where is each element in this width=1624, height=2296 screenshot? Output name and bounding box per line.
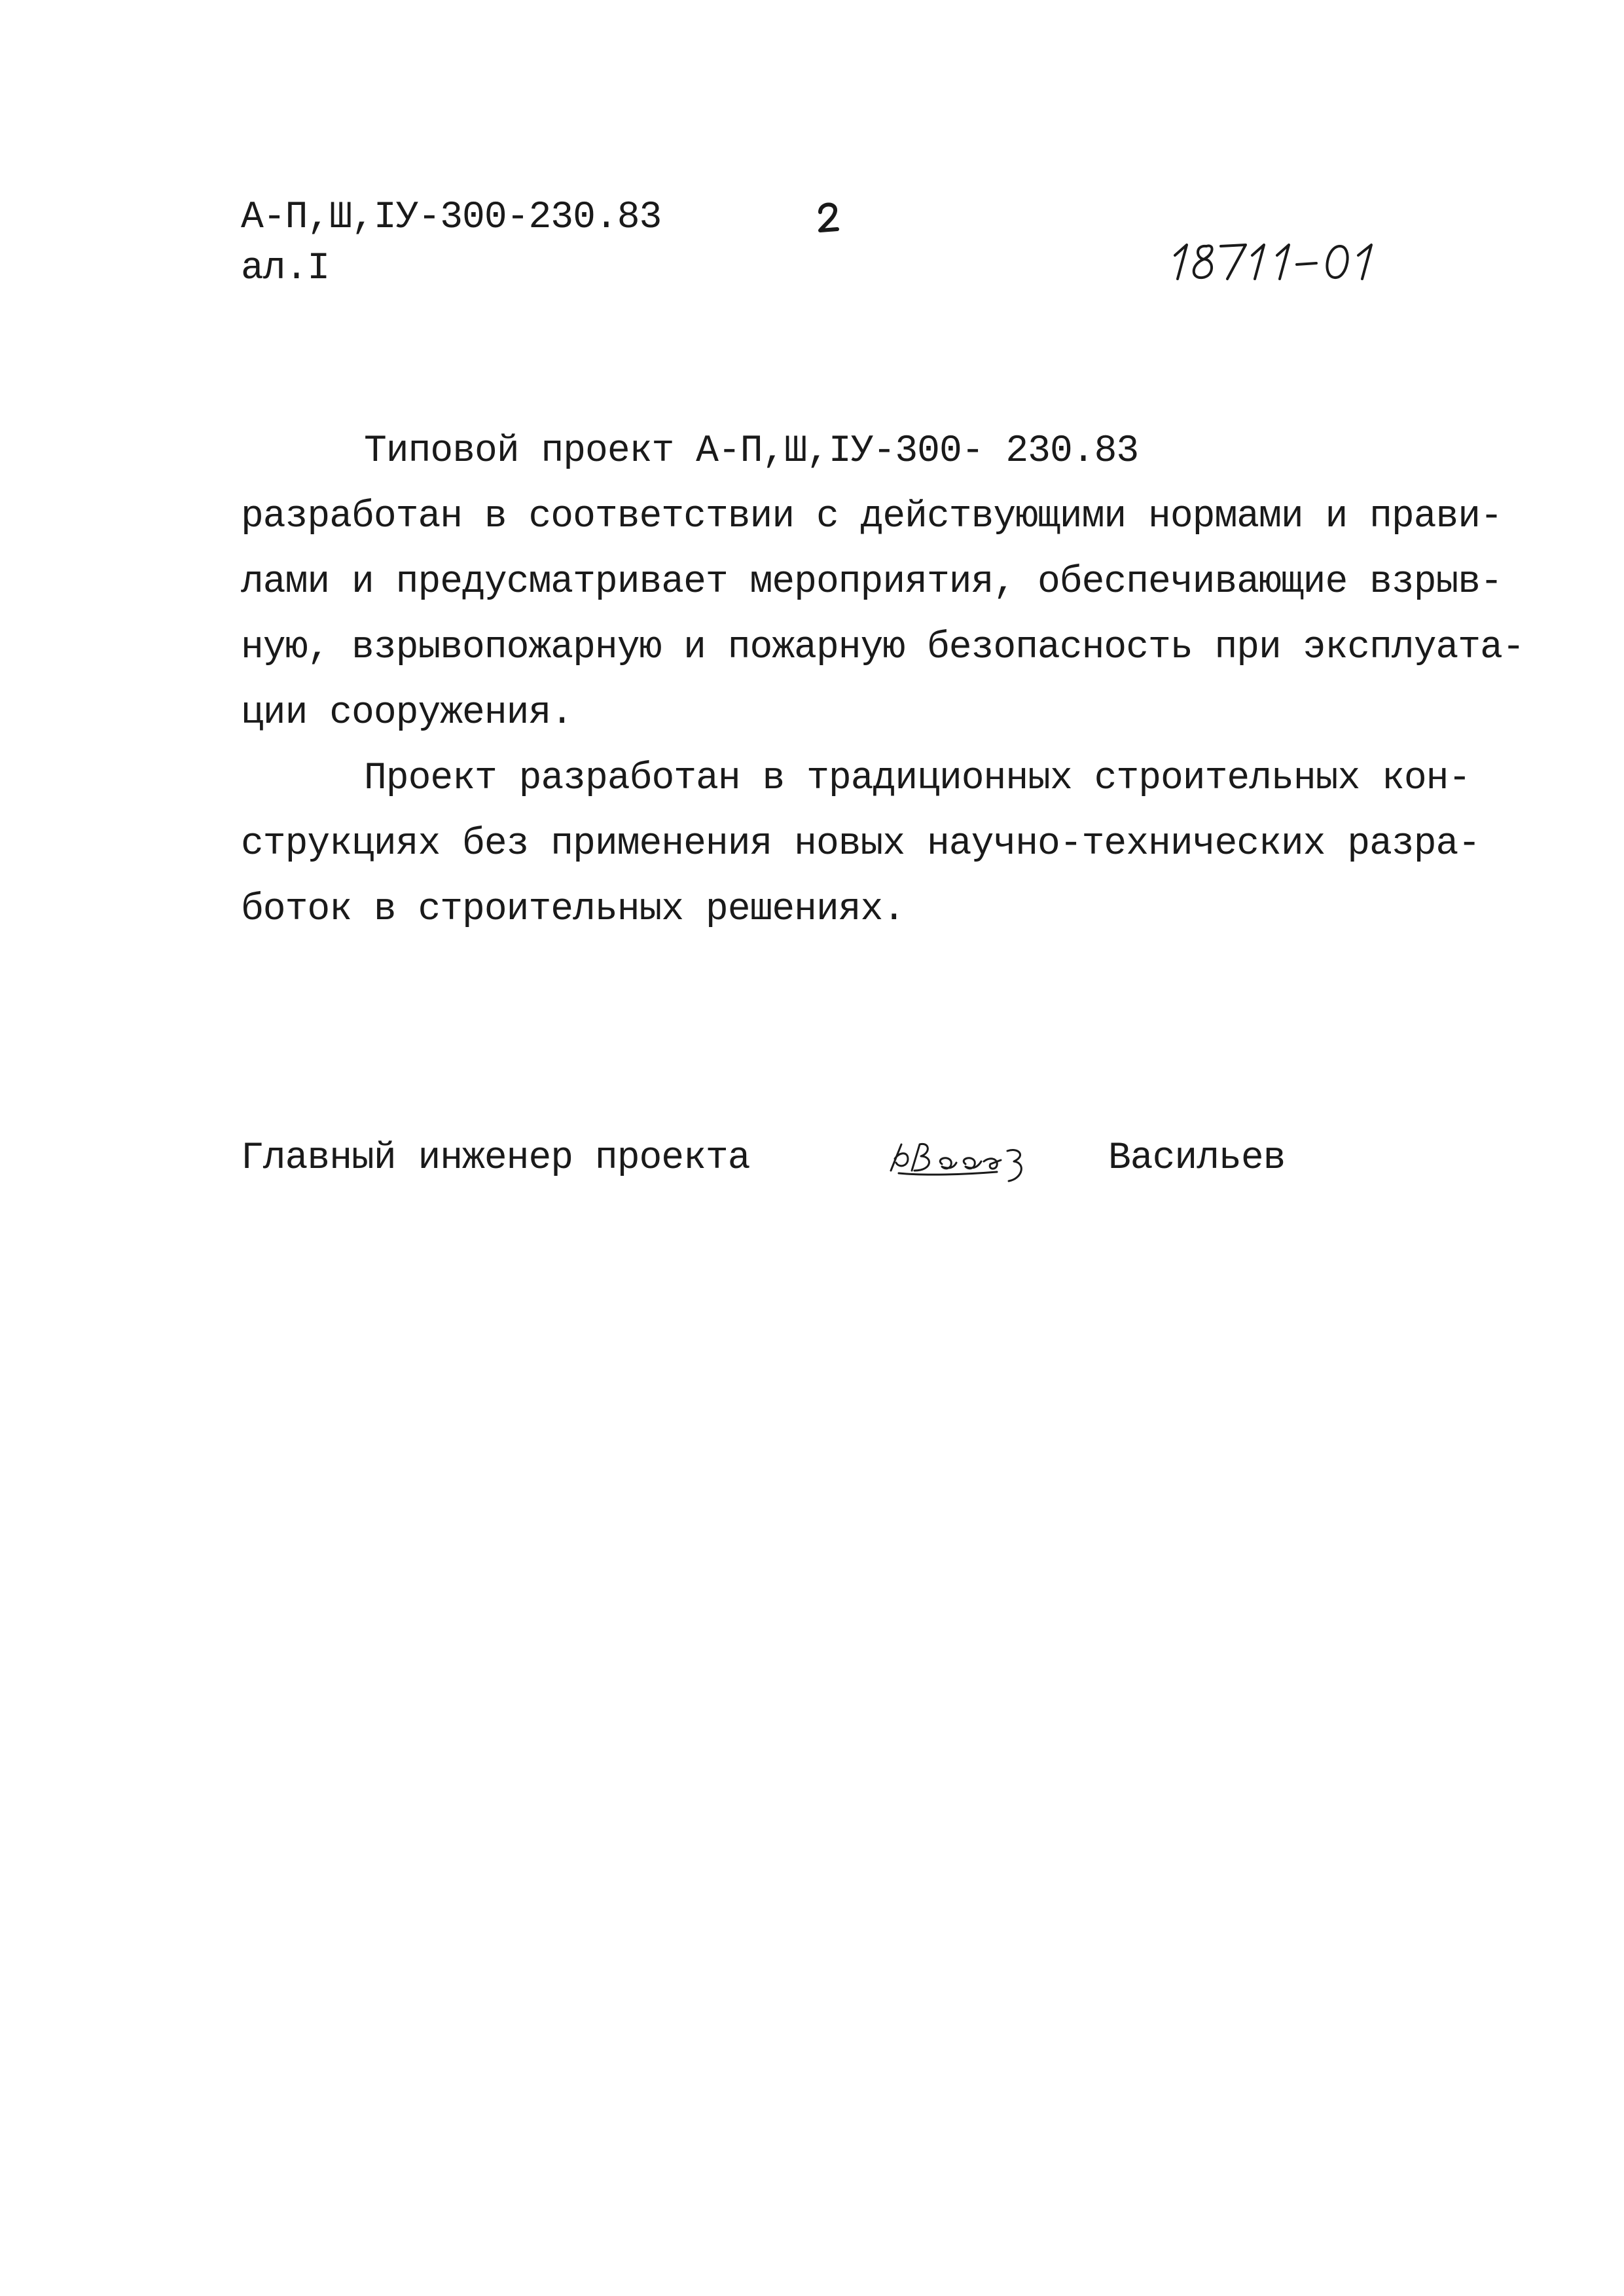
body-line: струкциях без применения новых научно-технических разра- — [241, 823, 1481, 866]
signature-name: Васильев — [1108, 1137, 1286, 1180]
body-line: разработан в соответствии с действующими нормами и прави- — [241, 496, 1502, 538]
body-line: боток в строительных решениях. — [241, 888, 905, 931]
body-line: ную, взрывопожарную и пожарную безопасность при эксплуата- — [241, 627, 1525, 669]
signature-block — [241, 1126, 1419, 1192]
body-line: лами и предусматривает мероприятия, обеспечивающие взрыв- — [241, 561, 1502, 604]
document-code: А-П,Ш,IУ-300-230.83 — [241, 196, 662, 239]
body-line: ции сооружения. — [241, 692, 573, 735]
signature-role: Главный инженер проекта — [241, 1137, 750, 1180]
body-line: Типовой проект А-П,Ш,IУ-300- 230.83 — [364, 430, 1139, 473]
page-number — [815, 198, 841, 237]
handwritten-signature — [886, 1133, 1043, 1185]
body-text — [241, 419, 1525, 943]
sheet-label: ал.I — [241, 247, 330, 290]
archive-number — [1168, 236, 1384, 288]
body-line: Проект разработан в традиционных строительных кон- — [364, 757, 1471, 800]
